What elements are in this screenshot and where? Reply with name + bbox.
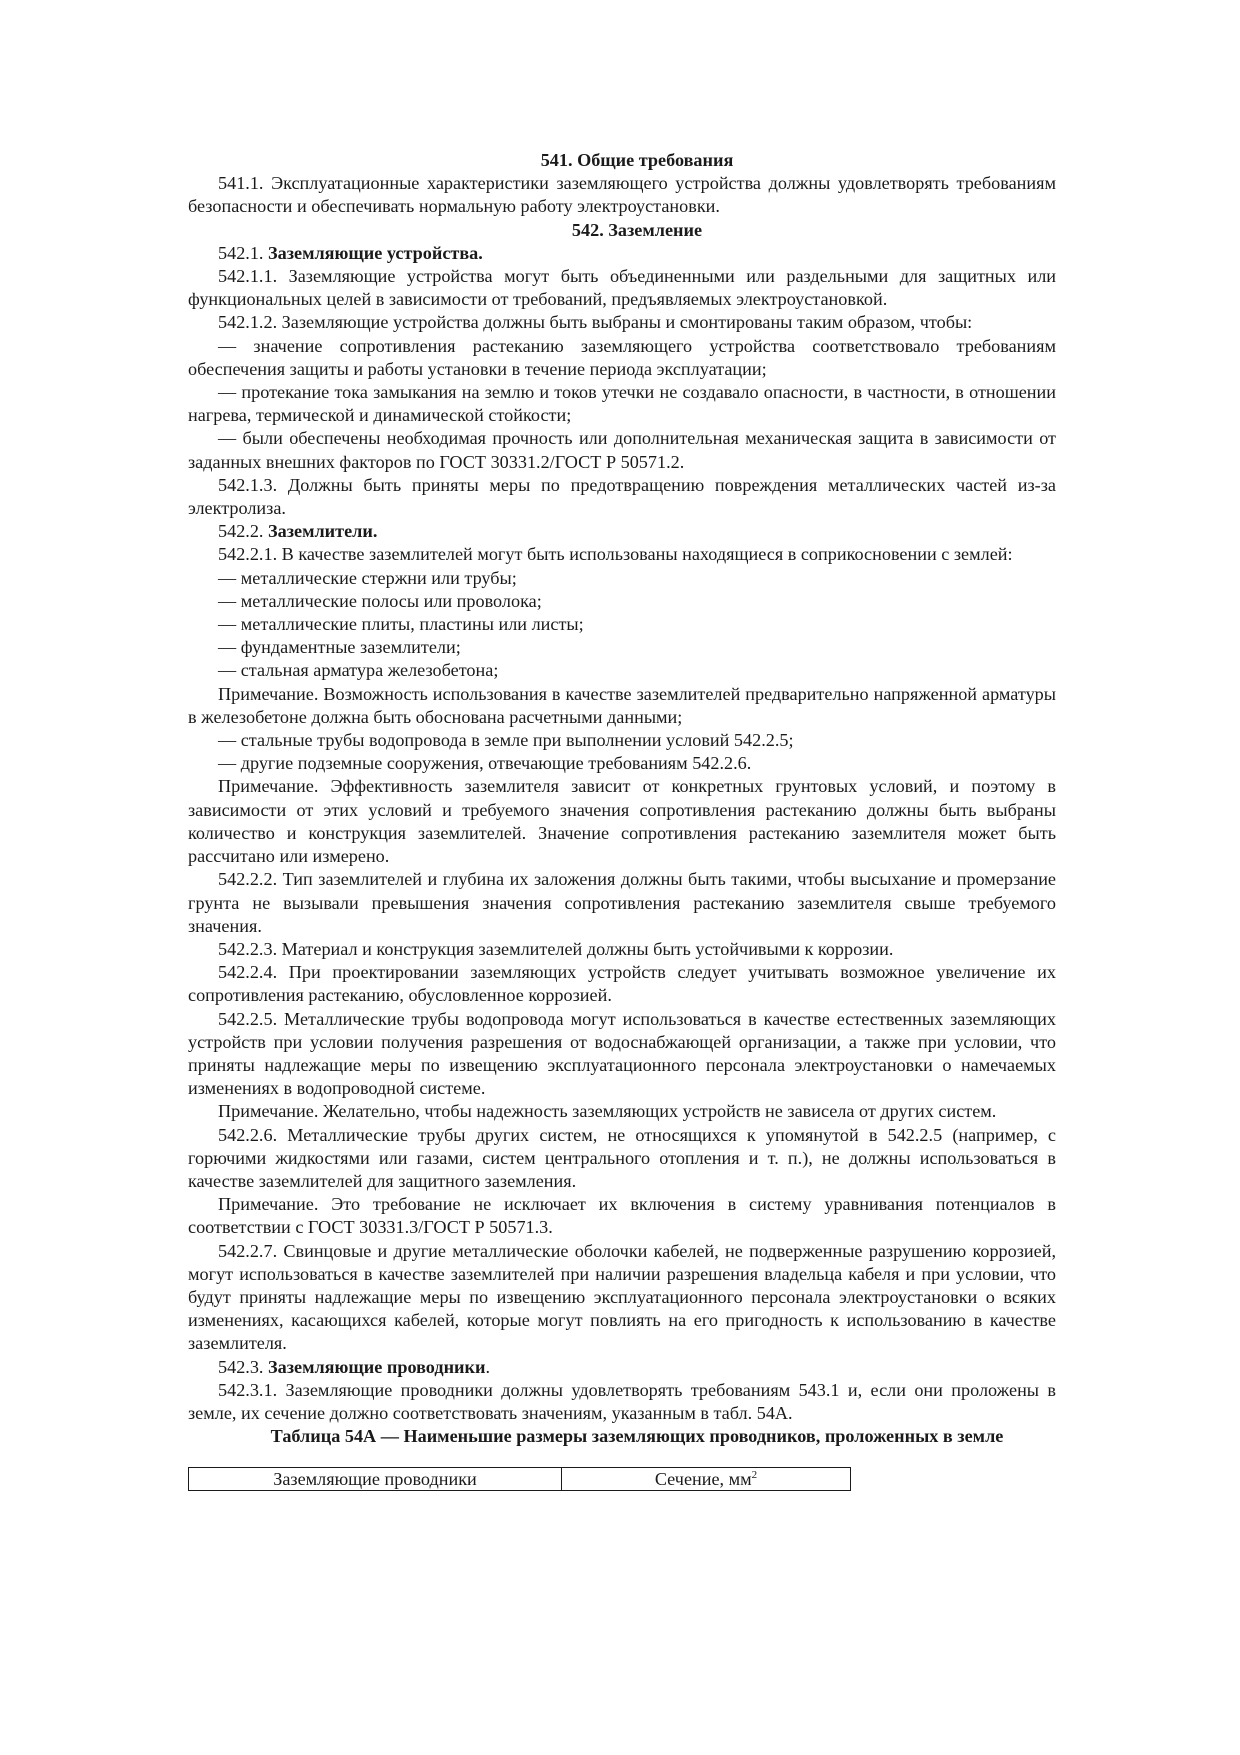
table-title: Таблица 54А — Наименьшие размеры заземляющих проводников, проложенных в земле [270,1426,1004,1447]
table-header-cross-section [562,1468,851,1491]
subsection-542-3 [188,1356,1056,1379]
subsection-title: Заземляющие устройства. [268,242,483,263]
table-54a [188,1467,851,1491]
paragraph-542-1-3: 542.1.3. Должны быть приняты меры по предотвращению повреждения металлических частей из-за электролиза. [188,474,1056,519]
paragraph-542-2-4: 542.2.4. При проектировании заземляющих устройств следует учитывать возможное увеличение их сопротивления растеканию, обусловленное коррозией. [188,962,1056,1006]
header-text: Сечение, мм [654,1469,752,1490]
paragraph-542-2-1: 542.2.1. В качестве заземлителей могут быть использованы находящиеся в соприкосновении с землей: [218,544,1013,565]
subsection-title-period: . [485,1356,491,1377]
paragraph-542-2-2: 542.2.2. Тип заземлителей и глубина их заложения должны быть такими, чтобы высыхание и промерзание грунта не вызывали превышения значения сопротивления растеканию заземлителя свыше требуемого значения. [188,869,1056,936]
note-paragraph: Примечание. Эффективность заземлителя зависит от конкретных грунтовых условий, и поэтому в зависимости от этих условий и требуемого значения сопротивления растеканию должны быть выбраны количество и конструкция заземлителей. Значение сопротивления растеканию заземлителя может быть рассчитано или измерено. [188,776,1056,867]
list-item: — стальная арматура железобетона; [218,660,499,681]
paragraph-542-1-1: 542.1.1. Заземляющие устройства могут быть объединенными или раздельными для защитных или функциональных целей в зависимости от требований, предъявляемых электроустановкой. [188,266,1056,310]
list-item: — протекание тока замыкания на землю и токов утечки не создавало опасности, в частности, в отношении нагрева, термической и динамической стойкости; [188,382,1056,426]
paragraph-542-2-7: 542.2.7. Свинцовые и другие металлические оболочки кабелей, не подверженные разрушению коррозией, могут использоваться в качестве заземлителей при наличии разрешения владельца кабеля и при условии, что будут приняты надлежащие меры по извещению эксплуатационного персонала электроустановки о всяких изменениях, касающихся кабелей, которые могут повлиять на его пригодность к использованию в качестве заземлителя. [188,1240,1056,1354]
subsection-number: 542.3. [218,1356,269,1377]
subsection-title: Заземляющие проводники [268,1356,486,1377]
note-paragraph: Примечание. Желательно, чтобы надежность заземляющих устройств не зависела от других систем. [218,1101,997,1122]
table-header-row [189,1468,851,1491]
list-item: — металлические полосы или проволока; [218,590,542,611]
note-paragraph: Примечание. Это требование не исключает их включения в систему уравнивания потенциалов в соответствии с ГОСТ 30331.3/ГОСТ Р 50571.3. [188,1194,1056,1238]
list-item: — стальные трубы водопровода в земле при выполнении условий 542.2.5; [218,730,794,751]
superscript: 2 [751,1469,758,1482]
paragraph-542-2-3: 542.2.3. Материал и конструкция заземлителей должны быть устойчивыми к коррозии. [218,938,894,959]
list-item: — металлические стержни или трубы; [218,567,517,588]
list-item: — значение сопротивления растеканию заземляющего устройства соответствовало требованиям обеспечения защиты и работы установки в течение периода эксплуатации; [188,335,1056,379]
table-header-conductors: Заземляющие проводники [189,1468,562,1491]
list-item: — металлические плиты, пластины или листы; [218,614,584,635]
subsection-542-1 [188,242,1056,265]
paragraph-542-1-2: 542.1.2. Заземляющие устройства должны быть выбраны и смонтированы таким образом, чтобы: [218,312,973,333]
note-paragraph: Примечание. Возможность использования в качестве заземлителей предварительно напряженной арматуры в железобетоне должна быть обоснована расчетными данными; [188,683,1056,727]
list-item: — были обеспечены необходимая прочность или дополнительная механическая защита в зависимости от заданных внешних факторов по ГОСТ 30331.2/ГОСТ Р 50571.2. [188,428,1056,472]
paragraph-542-2-5: 542.2.5. Металлические трубы водопровода могут использоваться в качестве естественных заземляющих устройств при условии получения разрешения от водоснабжающей организации, а также при условии, что приняты надлежащие меры по извещению эксплуатационного персонала электроустановки о намечаемых изменениях в водопроводной системе. [188,1008,1056,1099]
section-heading-541: 541. Общие требования [540,150,734,170]
paragraph-541-1: 541.1. Эксплуатационные характеристики заземляющего устройства должны удовлетворять требованиям безопасности и обеспечивать нормальную работу электроустановки. [188,173,1056,217]
subsection-title: Заземлители. [268,521,378,542]
document-page [188,149,1056,1491]
subsection-542-2 [188,520,1056,543]
list-item: — фундаментные заземлители; [218,637,461,658]
paragraph-542-3-1: 542.3.1. Заземляющие проводники должны удовлетворять требованиям 543.1 и, если они проложены в земле, их сечение должно соответствовать значениям, указанным в табл. 54А. [188,1379,1056,1423]
subsection-number: 542.2. [218,521,269,542]
paragraph-542-2-6: 542.2.6. Металлические трубы других систем, не относящихся к упомянутой в 542.2.5 (например, с горючими жидкостями или газами, систем центрального отопления и т. п.), не должны использоваться в качестве заземлителей для защитного заземления. [188,1124,1056,1191]
subsection-number: 542.1. [218,242,269,263]
list-item: — другие подземные сооружения, отвечающие требованиям 542.2.6. [218,753,752,774]
section-heading-542: 542. Заземление [571,219,703,240]
